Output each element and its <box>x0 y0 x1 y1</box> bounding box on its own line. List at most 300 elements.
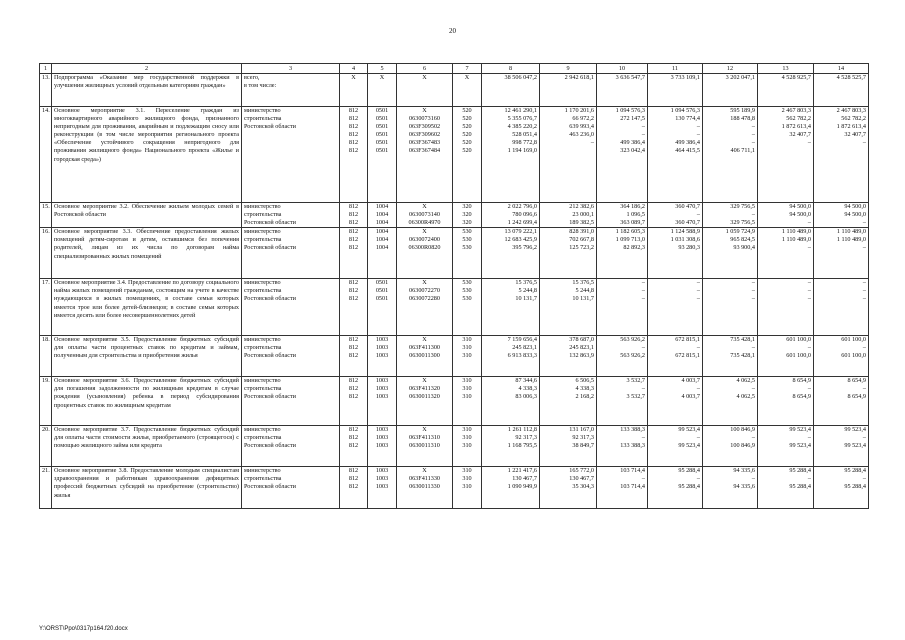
cell-col-5 <box>368 279 397 336</box>
cell-value: – <box>696 131 700 139</box>
cell-value: – <box>807 344 811 352</box>
cell-value: 1 194 169,0 <box>507 147 537 155</box>
cell-value: 1 096,5 <box>626 211 645 219</box>
cell-value: 0630011310 <box>409 442 440 450</box>
cell-value: 0501 <box>375 115 389 123</box>
cell-value: 310 <box>462 434 472 442</box>
cell-value: 245 823,1 <box>512 344 537 352</box>
cell-value: 6 506,5 <box>575 377 594 385</box>
executor-line: строительства <box>244 211 282 219</box>
cell-col-10 <box>597 74 648 107</box>
cell-value: 125 723,2 <box>569 244 594 252</box>
cell-col-13 <box>758 107 814 203</box>
cell-value: 1003 <box>375 434 389 442</box>
cell-value: 812 <box>348 344 359 352</box>
cell-value: 1 242 699,4 <box>507 219 537 227</box>
cell-value: – <box>641 287 645 295</box>
cell-value: – <box>751 434 755 442</box>
cell-col-9 <box>540 426 597 467</box>
cell-col-11 <box>648 74 703 107</box>
cell-value: 100 846,9 <box>730 442 755 450</box>
cell-value: 99 523,4 <box>789 442 811 450</box>
cell-value: – <box>862 139 866 147</box>
cell-col-11 <box>648 336 703 377</box>
cell-value: 2 942 618,1 <box>564 74 594 81</box>
cell-value: 82 892,3 <box>623 244 645 252</box>
executor-line: министерство <box>244 228 281 236</box>
cell-value: 063F411330 <box>408 475 441 483</box>
cell-value: 1003 <box>375 377 389 385</box>
cell-value: – <box>807 279 811 287</box>
cell-col-13 <box>758 336 814 377</box>
column-header-4: 4 <box>340 64 368 74</box>
cell-col-13 <box>758 203 814 228</box>
cell-value: 12 683 425,9 <box>504 236 537 244</box>
cell-value: 0501 <box>375 147 389 155</box>
cell-value: – <box>862 279 866 287</box>
cell-value: – <box>641 434 645 442</box>
executor-line: Ростовской области <box>244 123 296 131</box>
executor-line: строительства <box>244 287 282 295</box>
cell-value: 530 <box>462 295 472 303</box>
cell-value: 1003 <box>375 352 389 360</box>
cell-value: 812 <box>348 483 359 491</box>
cell-value: 32 407,7 <box>789 131 811 139</box>
cell-value: 812 <box>348 295 359 303</box>
cell-value: 94 500,0 <box>789 203 811 210</box>
cell-value: 131 167,0 <box>569 426 594 434</box>
executor-line: Ростовской области <box>244 442 296 450</box>
cell-col-5 <box>368 228 397 279</box>
cell-value: – <box>696 344 700 352</box>
cell-value: 3 733 109,1 <box>670 74 700 81</box>
cell-value: 812 <box>348 426 359 434</box>
column-header-6: 6 <box>397 64 453 74</box>
row-description: Основное мероприятие 3.2. Обеспечение жильем молодых семей в Ростовской области <box>52 203 242 228</box>
cell-value: – <box>862 244 866 252</box>
cell-value: 520 <box>462 123 472 131</box>
row-description: Основное мероприятие 3.3. Обеспечение предоставления жилых помещений детям-сиротам и детям, оставшимся без попечения родителей, лицам из их числа по договорам найма специализированных жилых помещений <box>52 228 242 279</box>
column-header-5: 5 <box>368 64 397 74</box>
cell-value: 1003 <box>375 336 389 344</box>
cell-value: 530 <box>462 244 472 252</box>
cell-col-10 <box>597 279 648 336</box>
row-number: 18. <box>40 336 52 377</box>
cell-value: 35 304,3 <box>572 483 594 491</box>
cell-value: 702 667,8 <box>569 236 594 244</box>
cell-value: 1 110 489,0 <box>781 228 811 236</box>
cell-col-6 <box>397 74 453 107</box>
row-executor <box>242 467 340 509</box>
cell-col-9 <box>540 336 597 377</box>
cell-value: 1004 <box>375 203 389 210</box>
cell-value: 4 062,5 <box>736 377 755 385</box>
executor-line: строительства <box>244 344 282 352</box>
cell-value: 188 478,8 <box>730 115 755 123</box>
cell-value: – <box>862 219 866 227</box>
cell-value: 063F309502 <box>408 123 441 131</box>
cell-value: 23 000,1 <box>572 211 594 219</box>
cell-value: 10 131,7 <box>572 295 594 303</box>
cell-value: 063F411320 <box>408 385 441 393</box>
executor-line: строительства <box>244 115 282 123</box>
cell-value: 133 388,3 <box>620 442 645 450</box>
cell-value: – <box>641 344 645 352</box>
cell-value: – <box>862 295 866 303</box>
cell-value: – <box>751 287 755 295</box>
cell-value: X <box>351 74 356 81</box>
cell-col-7 <box>453 203 482 228</box>
cell-value: 530 <box>462 279 472 287</box>
cell-value: 828 391,0 <box>569 228 594 236</box>
cell-value: 063F411310 <box>408 434 441 442</box>
cell-value: 0630072400 <box>409 236 440 244</box>
cell-value: – <box>641 385 645 393</box>
cell-value: – <box>807 244 811 252</box>
cell-col-5 <box>368 203 397 228</box>
executor-line: Ростовской области <box>244 219 296 227</box>
cell-value: 4 003,7 <box>681 377 700 385</box>
column-header-10: 10 <box>597 64 648 74</box>
cell-col-14 <box>814 377 869 426</box>
cell-col-11 <box>648 279 703 336</box>
cell-value: – <box>807 385 811 393</box>
cell-value: – <box>807 475 811 483</box>
cell-col-9 <box>540 74 597 107</box>
column-header-3: 3 <box>242 64 340 74</box>
cell-value: 13 079 222,1 <box>504 228 537 236</box>
cell-col-14 <box>814 336 869 377</box>
table-row <box>40 336 869 377</box>
cell-value: 364 186,2 <box>620 203 645 210</box>
cell-value: 103 714,4 <box>620 483 645 491</box>
cell-value: 530 <box>462 236 472 244</box>
cell-value: 95 288,4 <box>844 483 866 491</box>
cell-value: 998 772,8 <box>512 139 537 147</box>
cell-value: 4 338,3 <box>518 385 537 393</box>
cell-col-4 <box>340 336 368 377</box>
cell-value: 272 147,5 <box>620 115 645 123</box>
cell-value: – <box>751 344 755 352</box>
cell-value: 360 470,7 <box>675 203 700 210</box>
cell-value: 1003 <box>375 467 389 475</box>
table-row <box>40 279 869 336</box>
cell-value: 378 687,0 <box>569 336 594 344</box>
cell-value <box>542 147 594 155</box>
cell-value: 1 094 576,3 <box>615 107 645 114</box>
cell-col-11 <box>648 426 703 467</box>
cell-value: X <box>464 74 470 81</box>
cell-value: – <box>696 123 700 131</box>
cell-col-5 <box>368 107 397 203</box>
cell-col-10 <box>597 107 648 203</box>
cell-value: 562 782,2 <box>786 115 811 123</box>
cell-value: – <box>807 139 811 147</box>
cell-col-8 <box>482 107 540 203</box>
cell-col-12 <box>703 74 758 107</box>
executor-line: министерство <box>244 467 281 475</box>
cell-value: 15 376,5 <box>572 279 594 287</box>
cell-value: 4 338,3 <box>575 385 594 393</box>
cell-value: 95 288,4 <box>844 467 866 475</box>
cell-value: 395 796,2 <box>512 244 537 252</box>
column-header-12: 12 <box>703 64 758 74</box>
cell-value: 99 523,4 <box>678 426 700 434</box>
row-executor <box>242 107 340 203</box>
cell-value: 1004 <box>375 236 389 244</box>
cell-col-6 <box>397 377 453 426</box>
cell-value: 1004 <box>375 244 389 252</box>
cell-value: 310 <box>462 344 472 352</box>
column-header-1: 1 <box>40 64 52 74</box>
cell-col-5 <box>368 467 397 509</box>
cell-value: 310 <box>462 393 472 401</box>
executor-line: министерство <box>244 336 281 344</box>
cell-value: 87 344,6 <box>515 377 537 385</box>
row-executor <box>242 279 340 336</box>
row-number: 14. <box>40 107 52 203</box>
cell-value: 0501 <box>375 139 389 147</box>
cell-col-8 <box>482 228 540 279</box>
cell-col-8 <box>482 467 540 509</box>
row-number: 15. <box>40 203 52 228</box>
column-header-11: 11 <box>648 64 703 74</box>
cell-col-9 <box>540 203 597 228</box>
cell-value: 1 094 576,3 <box>670 107 700 114</box>
cell-value: 812 <box>348 219 359 227</box>
cell-col-13 <box>758 467 814 509</box>
cell-col-7 <box>453 279 482 336</box>
cell-value: 15 376,5 <box>515 279 537 287</box>
cell-col-14 <box>814 467 869 509</box>
cell-value: 601 100,0 <box>786 336 811 344</box>
cell-value: 2 467 803,3 <box>781 107 811 114</box>
cell-value: 66 972,2 <box>572 115 594 123</box>
executor-line: строительства <box>244 434 282 442</box>
cell-col-6 <box>397 203 453 228</box>
cell-value: 360 470,7 <box>675 219 700 227</box>
cell-value: 132 863,9 <box>569 352 594 360</box>
executor-line: министерство <box>244 279 281 287</box>
cell-value: 8 654,9 <box>847 393 866 401</box>
cell-col-10 <box>597 203 648 228</box>
cell-value: 130 467,7 <box>512 475 537 483</box>
cell-value: 363 089,7 <box>620 219 645 227</box>
table-row <box>40 426 869 467</box>
executor-line: строительства <box>244 385 282 393</box>
cell-value: 0501 <box>375 123 389 131</box>
cell-value: X <box>422 107 427 114</box>
cell-value: 812 <box>348 147 359 155</box>
cell-value: 4 528 525,7 <box>836 74 866 81</box>
cell-value: 8 654,9 <box>792 393 811 401</box>
cell-col-10 <box>597 228 648 279</box>
cell-value: 406 711,1 <box>730 147 755 155</box>
cell-value: 8 654,9 <box>847 377 866 385</box>
cell-value: – <box>807 287 811 295</box>
cell-col-9 <box>540 467 597 509</box>
cell-col-14 <box>814 203 869 228</box>
cell-col-7 <box>453 228 482 279</box>
cell-value: 812 <box>348 385 359 393</box>
cell-value: 06300R4970 <box>408 219 441 227</box>
cell-value: 10 131,7 <box>515 295 537 303</box>
cell-value: 965 824,5 <box>730 236 755 244</box>
cell-col-4 <box>340 203 368 228</box>
cell-value: 812 <box>348 393 359 401</box>
executor-line: строительства <box>244 236 282 244</box>
cell-col-6 <box>397 228 453 279</box>
cell-value: 1 872 613,4 <box>836 123 866 131</box>
cell-value: 0630072280 <box>409 295 440 303</box>
cell-value: 310 <box>462 352 472 360</box>
cell-value: 812 <box>348 203 359 210</box>
cell-value: 812 <box>348 131 359 139</box>
cell-col-14 <box>814 228 869 279</box>
cell-value: – <box>862 475 866 483</box>
column-header-9: 9 <box>540 64 597 74</box>
cell-value: 06300R0820 <box>408 244 441 252</box>
cell-col-9 <box>540 228 597 279</box>
cell-value: 812 <box>348 244 359 252</box>
cell-value: 5 244,8 <box>575 287 594 295</box>
cell-value: – <box>751 211 755 219</box>
cell-col-7 <box>453 74 482 107</box>
cell-col-12 <box>703 107 758 203</box>
cell-value: – <box>751 139 755 147</box>
cell-value: 8 654,9 <box>792 377 811 385</box>
cell-value: – <box>696 287 700 295</box>
cell-value: – <box>641 123 645 131</box>
cell-value: – <box>807 434 811 442</box>
cell-value: 212 382,6 <box>569 203 594 210</box>
table-row <box>40 467 869 509</box>
cell-value: 530 <box>462 287 472 295</box>
cell-col-8 <box>482 336 540 377</box>
cell-value: 563 926,2 <box>620 352 645 360</box>
cell-value: 1004 <box>375 211 389 219</box>
executor-line: министерство <box>244 426 281 434</box>
cell-value: – <box>862 344 866 352</box>
cell-value: 38 506 047,2 <box>504 74 537 81</box>
cell-col-4 <box>340 467 368 509</box>
cell-value: 94 335,6 <box>733 467 755 475</box>
cell-value: 0501 <box>375 279 389 287</box>
cell-col-11 <box>648 203 703 228</box>
cell-col-12 <box>703 203 758 228</box>
cell-col-6 <box>397 107 453 203</box>
cell-col-6 <box>397 467 453 509</box>
cell-value: X <box>422 467 427 475</box>
cell-value: 3 532,7 <box>626 377 645 385</box>
cell-value: 812 <box>348 115 359 123</box>
row-number: 20. <box>40 426 52 467</box>
cell-value: 310 <box>462 483 472 491</box>
executor-line: всего, <box>244 74 260 81</box>
cell-value: 1003 <box>375 483 389 491</box>
cell-value: – <box>641 295 645 303</box>
cell-col-12 <box>703 336 758 377</box>
cell-value: 133 388,3 <box>620 426 645 434</box>
cell-value: 639 993,4 <box>569 123 594 131</box>
file-path: Y:\ORST\Ppo\0317p164.f20.docx <box>39 626 128 632</box>
cell-value: 0501 <box>375 295 389 303</box>
cell-value: 3 636 547,7 <box>615 74 645 81</box>
cell-value: 735 428,1 <box>730 352 755 360</box>
cell-value: 245 823,1 <box>569 344 594 352</box>
cell-col-7 <box>453 336 482 377</box>
cell-value: 063F367484 <box>408 147 441 155</box>
cell-value: – <box>807 295 811 303</box>
cell-value: 812 <box>348 442 359 450</box>
cell-value: 601 100,0 <box>841 336 866 344</box>
cell-value: 3 532,7 <box>626 393 645 401</box>
cell-value: 0630073140 <box>409 211 440 219</box>
cell-col-14 <box>814 426 869 467</box>
cell-value: – <box>751 295 755 303</box>
cell-value: 812 <box>348 287 359 295</box>
cell-value: 94 500,0 <box>844 203 866 210</box>
row-description: Основное мероприятие 3.8. Предоставление молодым специалистам здравоохранения и работникам здравоохранения дефицитных профессий бюджетных субсидий на приобретение (строительство) жилья <box>52 467 242 509</box>
cell-col-6 <box>397 279 453 336</box>
cell-value: 528 051,4 <box>512 131 537 139</box>
cell-col-12 <box>703 377 758 426</box>
cell-value: – <box>641 475 645 483</box>
cell-value: 1003 <box>375 426 389 434</box>
cell-value: 94 500,0 <box>789 211 811 219</box>
cell-value: 99 523,4 <box>844 426 866 434</box>
cell-value: 93 280,3 <box>678 244 700 252</box>
cell-value: 320 <box>462 203 472 210</box>
cell-value: 520 <box>462 131 472 139</box>
cell-col-7 <box>453 107 482 203</box>
cell-value: 812 <box>348 377 359 385</box>
cell-value: 95 288,4 <box>789 483 811 491</box>
cell-col-5 <box>368 74 397 107</box>
column-header-13: 13 <box>758 64 814 74</box>
cell-value: 0501 <box>375 131 389 139</box>
cell-value: 130 467,7 <box>569 475 594 483</box>
cell-value: 100 846,9 <box>730 426 755 434</box>
cell-value: 1004 <box>375 228 389 236</box>
executor-line: Ростовской области <box>244 393 296 401</box>
cell-value: 812 <box>348 228 359 236</box>
cell-value: 1 182 605,3 <box>615 228 645 236</box>
cell-value: 94 500,0 <box>844 211 866 219</box>
cell-col-7 <box>453 426 482 467</box>
cell-value: – <box>751 475 755 483</box>
cell-col-4 <box>340 279 368 336</box>
cell-value: 99 523,4 <box>789 426 811 434</box>
cell-col-14 <box>814 74 869 107</box>
cell-value: – <box>696 279 700 287</box>
cell-value: 165 772,0 <box>569 467 594 475</box>
cell-value: 94 335,6 <box>733 483 755 491</box>
cell-col-5 <box>368 336 397 377</box>
cell-value: 0630011300 <box>409 352 440 360</box>
row-executor <box>242 377 340 426</box>
cell-value: – <box>751 131 755 139</box>
cell-value: 464 415,5 <box>675 147 700 155</box>
cell-value: 0630011320 <box>409 393 440 401</box>
row-executor <box>242 228 340 279</box>
executor-line: Ростовской области <box>244 483 296 491</box>
cell-value: – <box>751 279 755 287</box>
cell-value: – <box>751 385 755 393</box>
cell-col-14 <box>814 107 869 203</box>
cell-value: X <box>422 279 427 287</box>
cell-value: – <box>696 475 700 483</box>
